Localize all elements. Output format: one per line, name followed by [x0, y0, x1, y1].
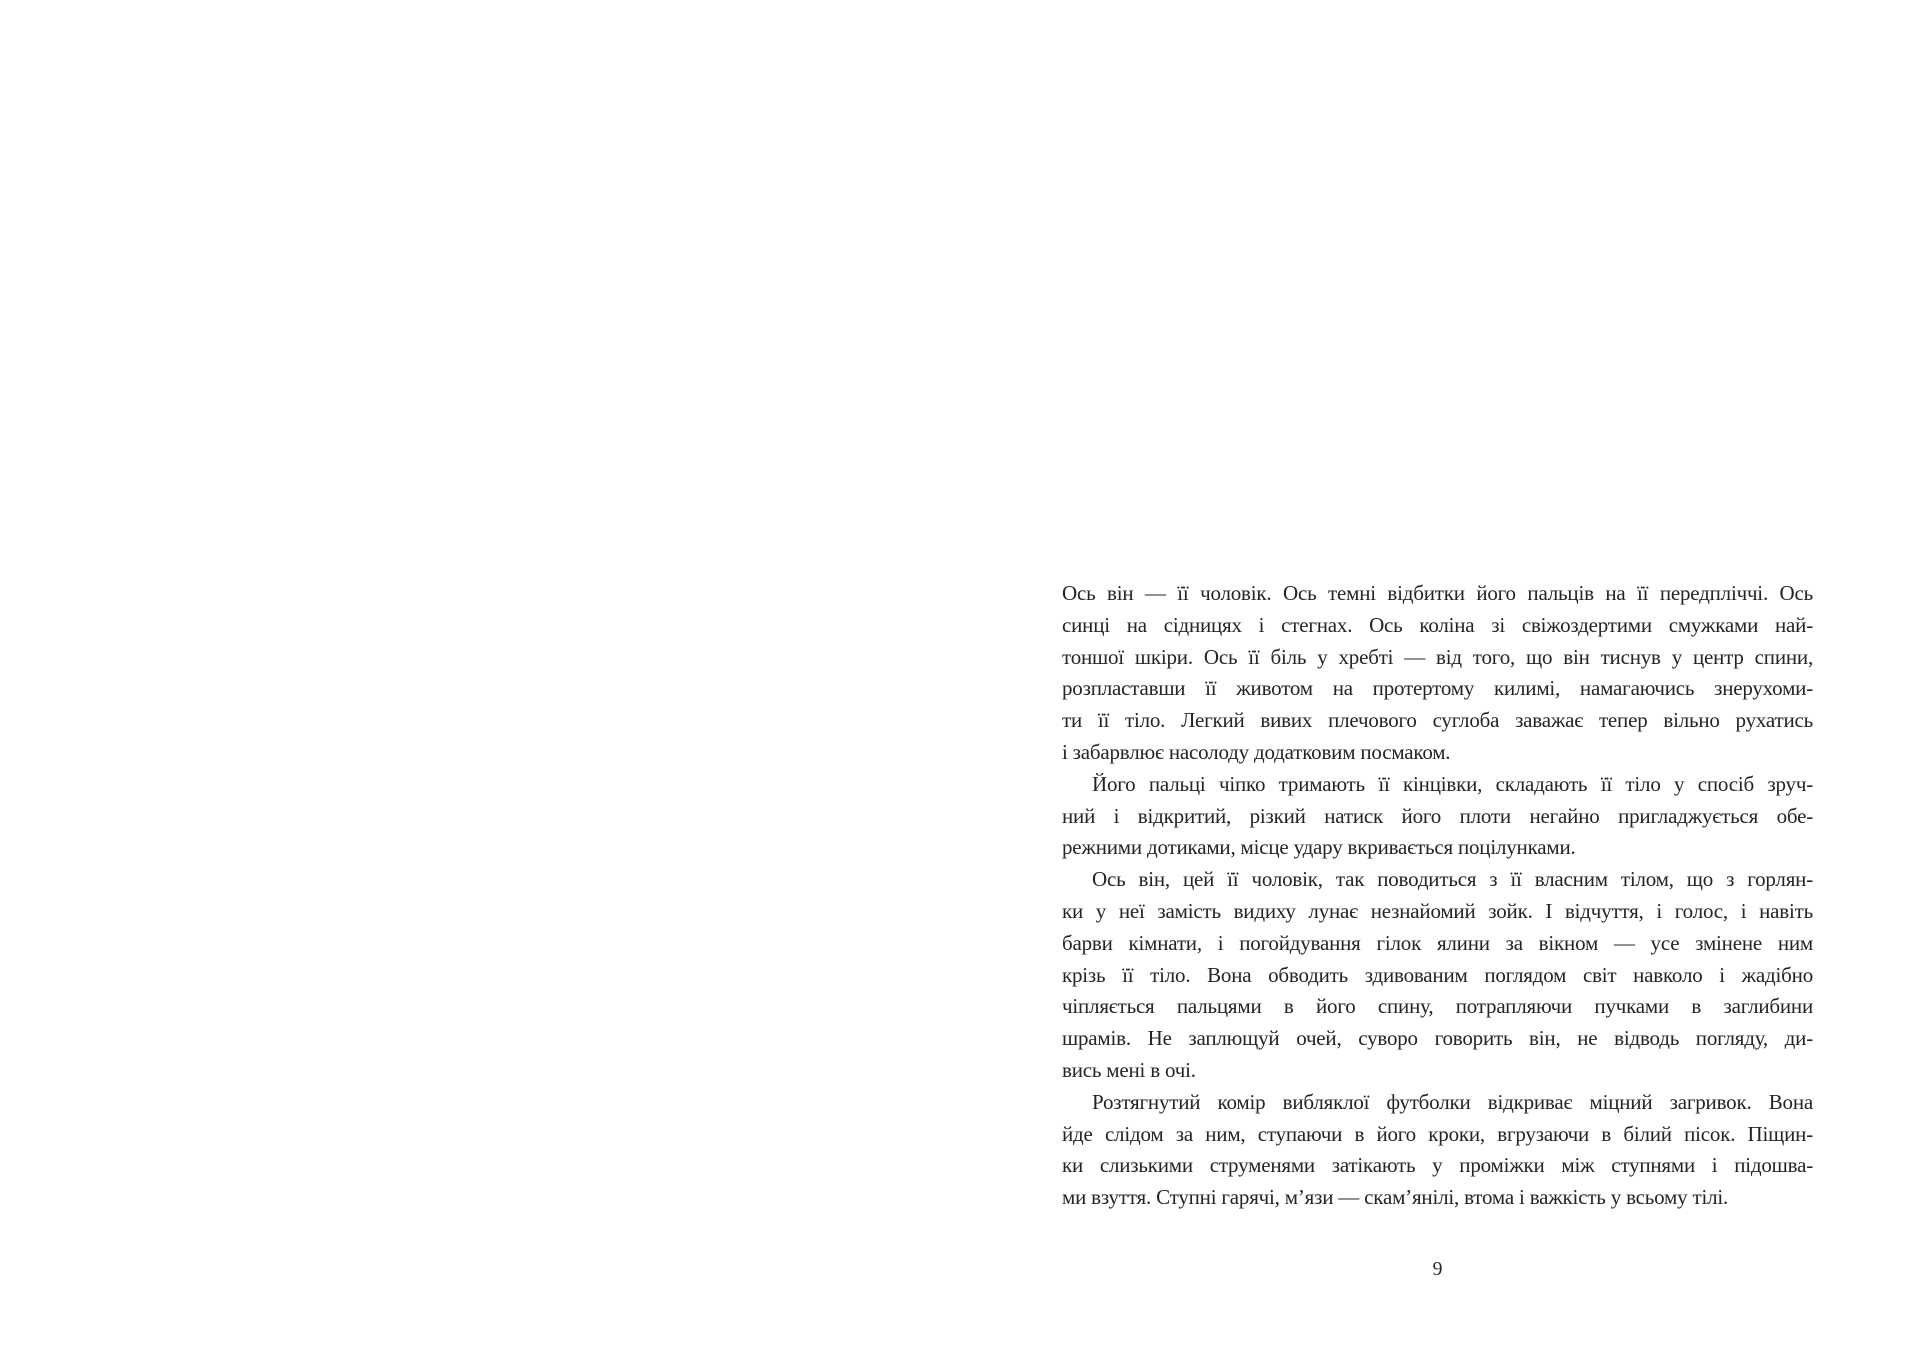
text-line: режними дотиками, місце удару вкривається поцілунками. — [1062, 835, 1576, 860]
text-line: Ось він, цей її чоловік, так поводиться з її власним тілом, що з горлян- — [1092, 867, 1813, 892]
text-line: ний і відкритий, різкий натиск його плоти негайно пригладжується обе- — [1062, 803, 1813, 828]
text-line: Його пальці чіпко тримають її кінцівки, складають її тіло у спосіб зруч- — [1092, 771, 1813, 796]
text-line: йде слідом за ним, ступаючи в його кроки, вгрузаючи в білий пісок. Піщин- — [1062, 1121, 1813, 1146]
text-line: крізь її тіло. Вона обводить здивованим поглядом світ навколо і жадібно — [1062, 962, 1813, 987]
text-line: ки у неї замість видиху лунає незнайомий зойк. І відчуття, і голос, і навіть — [1062, 898, 1813, 923]
text-line: барви кімнати, і погойдування гілок ялини за вікном — усе змінене ним — [1062, 930, 1813, 955]
text-line: тоншої шкіри. Ось її біль у хребті — від того, що він тиснув у центр спини, — [1062, 644, 1813, 669]
text-line: розпластавши її животом на протертому килимі, намагаючись знерухоми- — [1062, 676, 1813, 701]
text-line: Розтягнутий комір вибляклої футболки відкриває міцний загривок. Вона — [1092, 1089, 1813, 1114]
text-line: чіпляється пальцями в його спину, потрапляючи пучками в заглибини — [1062, 994, 1813, 1019]
text-line: ки слизькими струменями затікають у проміжки між ступнями і підошва- — [1062, 1153, 1813, 1178]
text-line: і забарвлює насолоду додатковим посмаком. — [1062, 739, 1451, 764]
text-line: шрамів. Не заплющуй очей, суворо говорить він, не відводь погляду, ди- — [1062, 1026, 1813, 1051]
text-line: ми взуття. Ступні гарячі, м’язи — скам’янілі, втома і важкість у всьому тілі. — [1062, 1185, 1729, 1210]
text-line: вись мені в очі. — [1062, 1057, 1196, 1082]
page-number: 9 — [1432, 1258, 1443, 1280]
text-line: ти її тіло. Легкий вивих плечового суглоба заважає тепер вільно рухатись — [1062, 708, 1813, 733]
text-line: синці на сідницях і стегнах. Ось коліна зі свіжоздертими смужками най- — [1062, 612, 1813, 637]
text-line: Ось він — її чоловік. Ось темні відбитки його пальців на її передпліччі. Ось — [1062, 581, 1813, 605]
page-text — [1062, 578, 1813, 1214]
